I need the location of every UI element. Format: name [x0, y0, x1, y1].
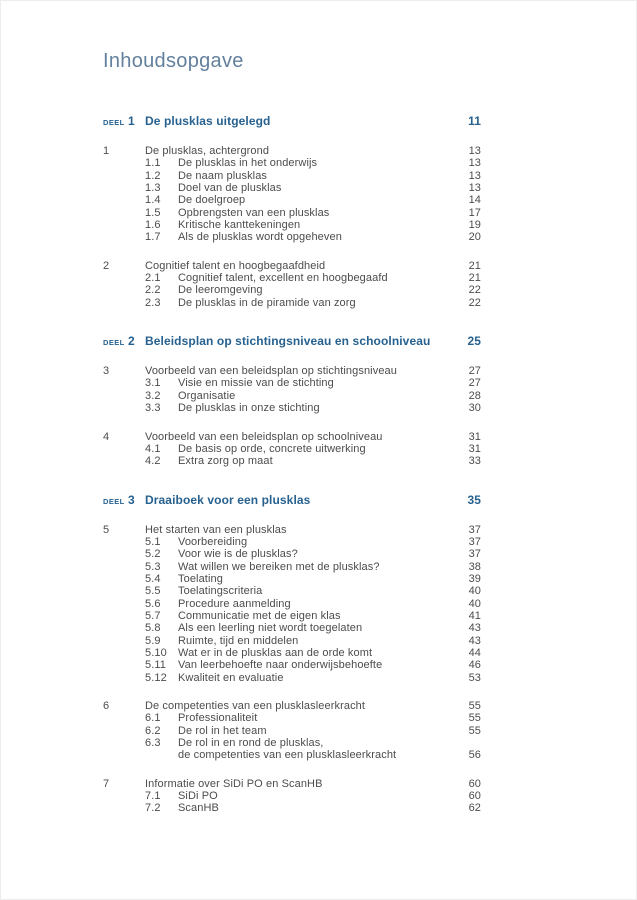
toc-part-section [103, 494, 481, 815]
toc-chapter-row [103, 145, 481, 157]
toc-chapter-block [103, 700, 481, 762]
chapter-title: Voorbeeld van een beleidsplan op schoolniveau [145, 430, 383, 443]
table-of-contents [103, 115, 481, 815]
item-number: 2.2 [145, 284, 161, 297]
page-number: 28 [468, 389, 481, 402]
item-title: Visie en missie van de stichting [178, 377, 334, 390]
part-page-number: 25 [467, 334, 481, 349]
toc-item-row [145, 402, 481, 414]
item-title: De doelgroep [178, 194, 246, 207]
toc-items [145, 443, 481, 468]
toc-items [145, 536, 481, 684]
toc-part-section [103, 115, 481, 309]
item-title: Communicatie met de eigen klas [178, 609, 341, 622]
page-number: 13 [468, 157, 481, 170]
toc-part-row [103, 115, 481, 129]
item-title: Van leerbehoefte naar onderwijsbehoefte [178, 659, 383, 672]
part-page-number: 35 [467, 492, 481, 507]
item-number: 1.6 [145, 219, 161, 232]
item-number: 5.2 [145, 548, 161, 561]
item-number: 5.5 [145, 585, 161, 598]
item-title: Kritische kanttekeningen [178, 219, 301, 232]
page-number: 27 [468, 365, 481, 378]
toc-item-row [145, 712, 481, 724]
toc-chapter-block [103, 365, 481, 414]
page-number: 53 [468, 671, 481, 684]
page-number: 31 [468, 442, 481, 455]
item-number: 5.12 [145, 671, 167, 684]
page-number: 41 [468, 609, 481, 622]
item-number: 5.8 [145, 622, 161, 635]
item-title: De leeromgeving [178, 284, 263, 297]
toc-item-row [145, 672, 481, 684]
toc-item-row [145, 561, 481, 573]
chapter-title: Cognitief talent en hoogbegaafdheid [145, 259, 326, 272]
toc-chapter-row [103, 260, 481, 272]
page-number: 62 [468, 802, 481, 815]
part-title: Draaiboek voor een plusklas [145, 492, 311, 507]
page-number: 55 [468, 724, 481, 737]
item-number: 5.10 [145, 646, 167, 659]
item-title: Extra zorg op maat [178, 455, 273, 468]
item-number: 5.7 [145, 609, 161, 622]
item-number: 5.1 [145, 535, 161, 548]
toc-chapter-row [103, 524, 481, 536]
page-number: 22 [468, 284, 481, 297]
item-title: De rol in en rond de plusklas, [178, 737, 324, 750]
item-number: 3.2 [145, 389, 161, 402]
chapter-number: 5 [103, 523, 110, 536]
page-number: 43 [468, 622, 481, 635]
item-title: De plusklas in de piramide van zorg [178, 296, 356, 309]
toc-item-row [145, 284, 481, 296]
page-number: 39 [468, 572, 481, 585]
page-number: 37 [468, 535, 481, 548]
item-title: Kwaliteit en evaluatie [178, 671, 284, 684]
toc-chapter-block [103, 260, 481, 309]
item-number: 5.11 [145, 659, 166, 672]
toc-item-row [145, 647, 481, 659]
item-title: De plusklas in onze stichting [178, 402, 320, 415]
page-number: 13 [468, 169, 481, 182]
part-label: DEEL [103, 338, 125, 348]
item-title: Als de plusklas wordt opgeheven [178, 231, 342, 244]
part-label: DEEL [103, 496, 125, 506]
toc-item-row [145, 573, 481, 585]
toc-item-row [145, 157, 481, 169]
item-number: 5.3 [145, 560, 161, 573]
chapter-title: Voorbeeld van een beleidsplan op stichtingsniveau [145, 365, 397, 378]
page-number: 44 [468, 646, 481, 659]
item-title: Als een leerling niet wordt toegelaten [178, 622, 363, 635]
page-number: 19 [468, 219, 481, 232]
toc-item-row [145, 659, 481, 671]
part-page-number: 11 [468, 114, 481, 128]
toc-items [145, 157, 481, 243]
toc-item-row [145, 443, 481, 455]
page-number: 55 [468, 712, 481, 725]
toc-chapter-row [103, 365, 481, 377]
part-number: 2 [128, 334, 135, 349]
toc-items [145, 272, 481, 309]
item-title: De basis op orde, concrete uitwerking [178, 442, 366, 455]
item-number: 1.4 [145, 194, 161, 207]
page-number: 56 [468, 749, 481, 762]
toc-item-row [145, 622, 481, 634]
toc-item-row [145, 737, 481, 749]
chapter-title: Informatie over SiDi PO en ScanHB [145, 777, 323, 790]
toc-item-row [145, 635, 481, 647]
page-number: 60 [468, 790, 481, 803]
page-number: 37 [468, 548, 481, 561]
page-number: 21 [468, 259, 481, 272]
item-number: 1.3 [145, 182, 161, 195]
item-title: De naam plusklas [178, 169, 268, 182]
toc-item-row [145, 377, 481, 389]
toc-item-row [145, 390, 481, 402]
toc-chapter-block [103, 778, 481, 815]
item-title: De plusklas in het onderwijs [178, 157, 318, 170]
item-title: Toelating [178, 572, 223, 585]
page-number: 20 [468, 231, 481, 244]
page-number: 60 [468, 777, 481, 790]
page-number: 13 [468, 145, 481, 157]
item-number: 7.2 [145, 802, 161, 815]
item-number: 4.1 [145, 442, 161, 455]
item-title-line2: de competenties van een plusklasleerkracht [178, 749, 397, 762]
page-number: 27 [468, 377, 481, 390]
toc-item-row [145, 207, 481, 219]
chapter-number: 1 [103, 145, 110, 157]
item-number: 3.1 [145, 377, 161, 390]
page-number: 30 [468, 402, 481, 415]
page-number: 21 [468, 272, 481, 285]
item-title: Procedure aanmelding [178, 597, 291, 610]
page-number: 38 [468, 560, 481, 573]
part-number: 1 [128, 114, 135, 128]
item-number: 5.6 [145, 597, 161, 610]
chapter-number: 6 [103, 700, 110, 712]
item-number: 7.1 [145, 790, 161, 803]
page-number: 40 [468, 597, 481, 610]
page-number: 33 [468, 455, 481, 468]
item-title: Wat willen we bereiken met de plusklas? [178, 560, 380, 573]
toc-items [145, 377, 481, 414]
page-number: 31 [468, 430, 481, 443]
chapter-title: De competenties van een plusklasleerkracht [145, 700, 366, 712]
item-title: Ruimte, tijd en middelen [178, 634, 299, 647]
toc-chapter-row [103, 700, 481, 712]
item-number: 5.4 [145, 572, 161, 585]
item-title: De rol in het team [178, 724, 267, 737]
page-title: Inhoudsopgave [103, 50, 244, 72]
item-title: Cognitief talent, excellent en hoogbegaafd [178, 272, 388, 285]
page-number: 46 [468, 659, 481, 672]
toc-item-row [145, 219, 481, 231]
chapter-number: 3 [103, 365, 110, 378]
toc-chapter-row [103, 431, 481, 443]
item-number: 2.1 [145, 272, 161, 285]
part-number-column [103, 335, 145, 349]
toc-item-row-continuation [145, 749, 481, 761]
toc-item-row [145, 790, 481, 802]
toc-chapter-block [103, 431, 481, 468]
item-number: 4.2 [145, 455, 161, 468]
toc-items [145, 790, 481, 815]
toc-chapter-block [103, 524, 481, 684]
toc-item-row [145, 802, 481, 814]
item-title: Organisatie [178, 389, 236, 402]
item-number: 1.2 [145, 169, 161, 182]
toc-item-row [145, 182, 481, 194]
part-number-column [103, 115, 145, 129]
chapter-number: 4 [103, 430, 110, 443]
toc-item-row [145, 170, 481, 182]
toc-item-row [145, 194, 481, 206]
page-number: 40 [468, 585, 481, 598]
part-title: De plusklas uitgelegd [145, 114, 271, 128]
page-number: 13 [468, 182, 481, 195]
part-label: DEEL [103, 118, 125, 127]
page-number: 55 [468, 700, 481, 712]
chapter-number: 2 [103, 259, 110, 272]
item-title: Wat er in de plusklas aan de orde komt [178, 646, 373, 659]
toc-item-row [145, 585, 481, 597]
toc-item-row [145, 536, 481, 548]
item-title: SiDi PO [178, 790, 218, 803]
chapter-title: Het starten van een plusklas [145, 523, 287, 536]
toc-part-row [103, 335, 481, 349]
toc-item-row [145, 231, 481, 243]
chapter-title: De plusklas, achtergrond [145, 145, 270, 157]
page-number: 37 [468, 523, 481, 536]
toc-item-row [145, 610, 481, 622]
toc-item-row [145, 725, 481, 737]
item-number: 1.1 [145, 157, 161, 170]
toc-chapter-block [103, 145, 481, 244]
item-title: ScanHB [178, 802, 219, 815]
item-title: Professionaliteit [178, 712, 258, 725]
item-title: Voor wie is de plusklas? [178, 548, 298, 561]
item-title: Voorbereiding [178, 535, 248, 548]
item-number: 2.3 [145, 296, 161, 309]
item-title: Opbrengsten van een plusklas [178, 206, 330, 219]
item-number: 5.9 [145, 634, 161, 647]
item-number: 6.3 [145, 737, 161, 750]
page-number: 22 [468, 296, 481, 309]
part-number-column [103, 494, 145, 508]
toc-item-row [145, 548, 481, 560]
page-number: 17 [468, 206, 481, 219]
toc-part-row [103, 494, 481, 508]
page-number: 14 [468, 194, 481, 207]
toc-part-section [103, 335, 481, 467]
item-number: 3.3 [145, 402, 161, 415]
toc-item-row [145, 297, 481, 309]
toc-item-row [145, 272, 481, 284]
chapter-number: 7 [103, 777, 110, 790]
item-title: Doel van de plusklas [178, 182, 282, 195]
toc-items [145, 712, 481, 761]
toc-item-row [145, 455, 481, 467]
item-number: 6.2 [145, 724, 161, 737]
item-number: 1.5 [145, 206, 161, 219]
toc-chapter-row [103, 778, 481, 790]
item-title: Toelatingscriteria [178, 585, 263, 598]
page-number: 43 [468, 634, 481, 647]
item-number: 1.7 [145, 231, 161, 244]
part-title: Beleidsplan op stichtingsniveau en schoolniveau [145, 334, 431, 349]
item-number: 6.1 [145, 712, 161, 725]
part-number: 3 [128, 492, 135, 507]
toc-item-row [145, 598, 481, 610]
